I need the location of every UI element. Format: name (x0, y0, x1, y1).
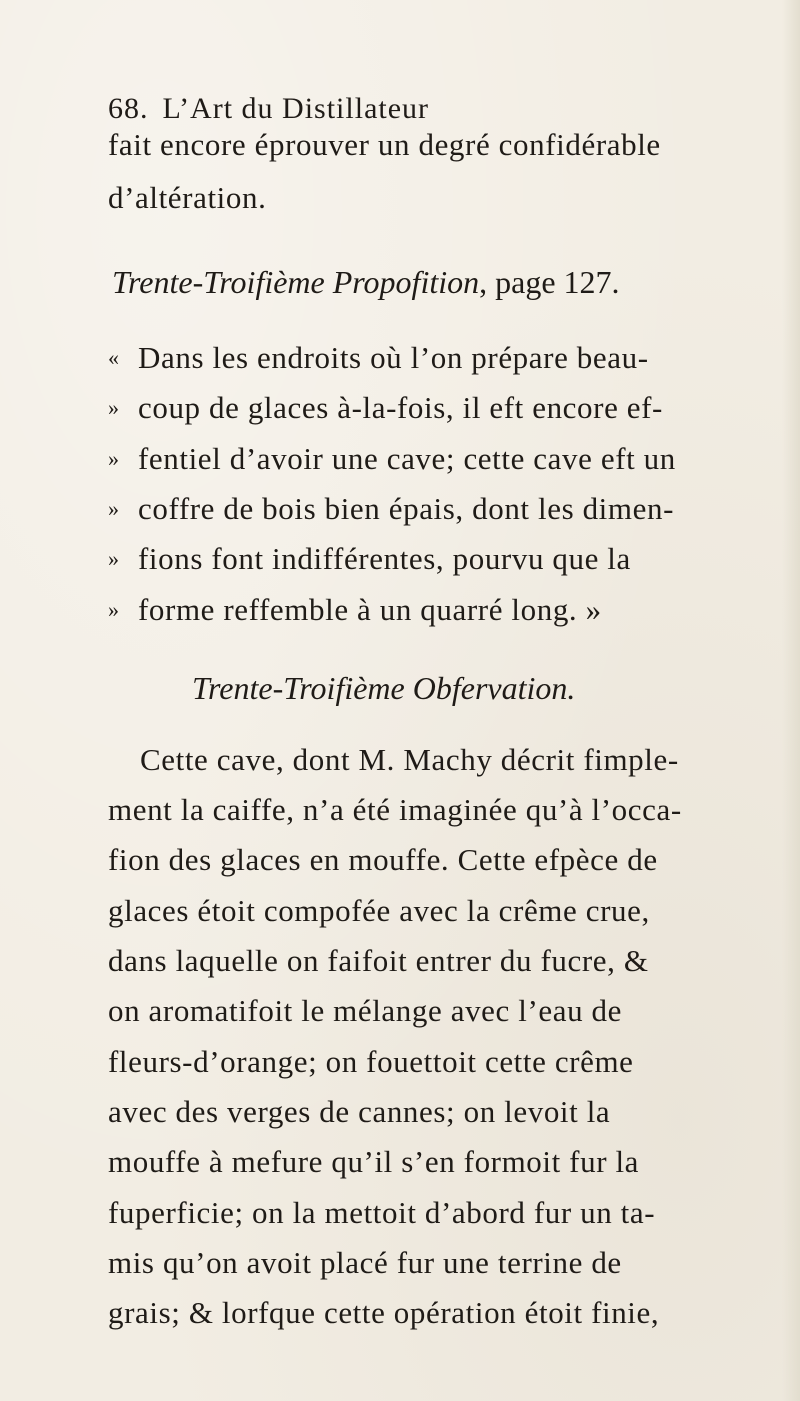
quote-mark: » (108, 446, 120, 471)
text-line: fait encore éprouver un degré confidérable (108, 127, 661, 162)
body-line: avec des verges de cannes; on levoit la (108, 1094, 611, 1129)
body-line: mouffe à mefure qu’il s’en formoit fur la (108, 1144, 640, 1179)
body-line: fion des glaces en mouffe. Cette efpèce de (108, 842, 658, 877)
page-edge (782, 0, 800, 1401)
quote-line: » coup de glaces à-la-fois, il eft encore ef- (108, 390, 663, 425)
proposition-title: Trente-Troifième Propofition (112, 264, 480, 300)
quote-line: » fentiel d’avoir une cave; cette cave eft un (108, 441, 676, 476)
running-title: L’Art du Distillateur (162, 92, 430, 125)
running-header (108, 92, 429, 126)
quote-mark: « (108, 345, 120, 370)
body-line: mis qu’on avoit placé fur une terrine de (108, 1245, 622, 1280)
quote-line: » coffre de bois bien épais, dont les dimen- (108, 491, 674, 526)
body-line: ment la caiffe, n’a été imaginée qu’à l’occa- (108, 792, 682, 827)
body-line: on aromatifoit le mélange avec l’eau de (108, 993, 622, 1028)
body-line: fuperficie; on la mettoit d’abord fur un ta- (108, 1195, 656, 1230)
quote-mark: » (108, 395, 120, 420)
proposition-heading (112, 264, 620, 301)
body-line: fleurs-d’orange; on fouettoit cette crême (108, 1044, 634, 1079)
quote-mark: » (108, 546, 120, 571)
page-number: 68. (108, 92, 149, 125)
text-line: d’altération. (108, 180, 267, 215)
body-line: dans laquelle on faifoit entrer du fucre, & (108, 943, 649, 978)
proposition-page-ref: , page 127. (479, 264, 620, 300)
quote-line: » forme reffemble à un quarré long. » (108, 592, 602, 627)
body-line: glaces étoit compofée avec la crême crue, (108, 893, 650, 928)
quote-mark: » (108, 597, 120, 622)
body-line: grais; & lorfque cette opération étoit finie, (108, 1295, 660, 1330)
quote-mark: » (108, 496, 120, 521)
body-line: Cette cave, dont M. Machy décrit fimple- (140, 742, 679, 777)
observation-heading: Trente-Troifième Obfervation. (192, 670, 576, 706)
quote-line: « Dans les endroits où l’on prépare beau- (108, 340, 649, 375)
quote-line: » fions font indifférentes, pourvu que la (108, 541, 631, 576)
